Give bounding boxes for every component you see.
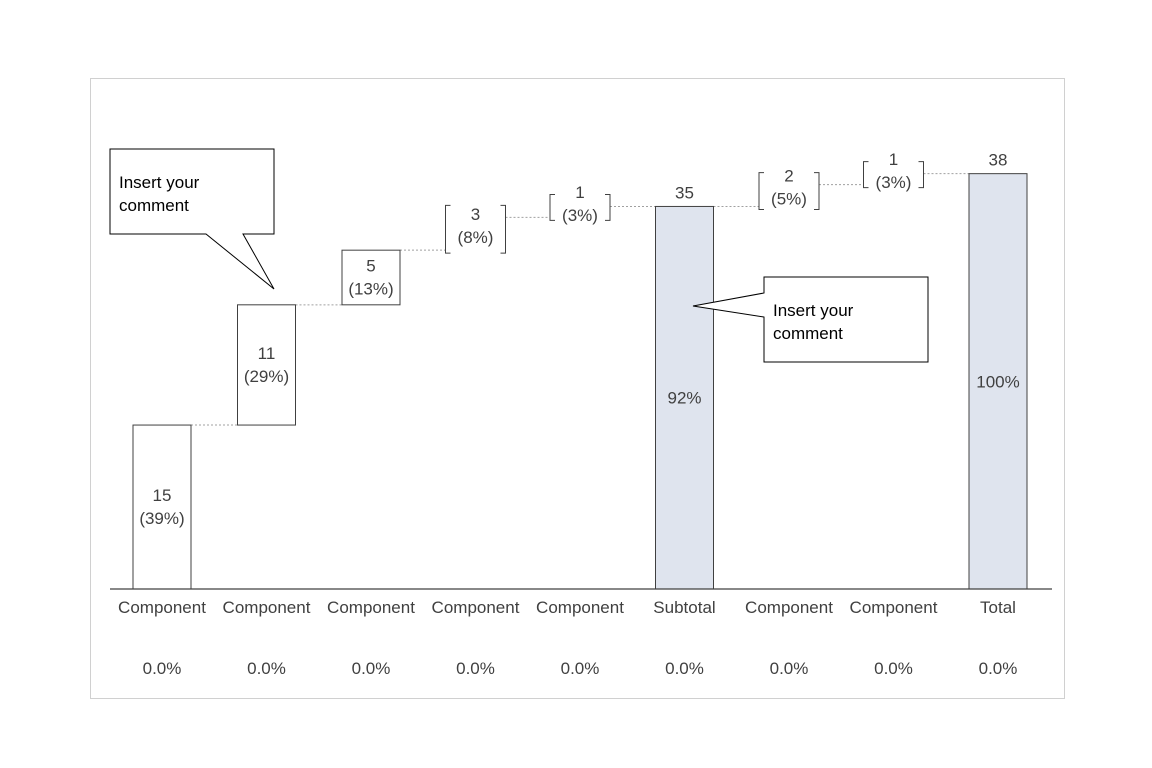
- category-label-4: Component: [536, 598, 624, 617]
- share-label-5: 92%: [667, 388, 702, 408]
- value-label-7: 1: [888, 150, 899, 170]
- value-label-5: 35: [675, 183, 694, 203]
- category-label-7: Component: [849, 598, 938, 617]
- callouts-group: [110, 149, 928, 362]
- growth-label-5: 0.0%: [665, 659, 704, 678]
- share-label-8: 100%: [976, 372, 1020, 392]
- bracket-left-4: [550, 194, 555, 220]
- share-label-4: (3%): [562, 205, 598, 225]
- share-label-7: (3%): [875, 173, 912, 193]
- category-label-5: Subtotal: [653, 598, 716, 617]
- value-label-0: 15: [152, 486, 172, 506]
- callout-text-1-0: Insert your: [773, 301, 854, 320]
- category-label-6: Component: [745, 598, 833, 617]
- category-label-0: Component: [118, 598, 206, 617]
- bracket-right-3: [501, 205, 506, 253]
- bracket-left-6: [759, 173, 764, 210]
- category-label-1: Component: [222, 598, 311, 617]
- growth-label-4: 0.0%: [560, 659, 600, 678]
- share-label-2: (13%): [348, 279, 394, 299]
- growth-label-6: 0.0%: [769, 659, 809, 678]
- growth-label-2: 0.0%: [351, 659, 391, 678]
- growth-label-3: 0.0%: [456, 659, 495, 678]
- bracket-right-4: [605, 194, 610, 220]
- value-label-4: 1: [575, 182, 585, 202]
- callout-text-1-1: comment: [773, 324, 843, 343]
- category-label-8: Total: [980, 598, 1016, 617]
- bracket-right-7: [919, 162, 924, 188]
- callout-text-0-1: comment: [119, 196, 189, 215]
- bar-0: [133, 425, 191, 589]
- growth-label-7: 0.0%: [874, 659, 913, 678]
- share-label-0: (39%): [139, 509, 185, 529]
- growth-label-0: 0.0%: [142, 659, 182, 678]
- value-label-6: 2: [784, 166, 794, 186]
- growth-label-8: 0.0%: [978, 659, 1018, 678]
- share-label-1: (29%): [243, 366, 290, 386]
- callout-text-0-0: Insert your: [119, 173, 200, 192]
- category-label-2: Component: [327, 598, 415, 617]
- bracket-right-6: [814, 173, 819, 210]
- growth-labels-group: [143, 659, 1018, 678]
- growth-label-1: 0.0%: [247, 659, 286, 678]
- value-label-8: 38: [988, 150, 1008, 170]
- share-label-6: (5%): [771, 189, 807, 209]
- value-label-2: 5: [366, 256, 376, 276]
- bracket-left-7: [864, 162, 869, 188]
- category-label-3: Component: [431, 598, 520, 617]
- bar-1: [238, 305, 296, 425]
- bracket-left-3: [446, 205, 451, 253]
- share-label-3: (8%): [457, 227, 494, 247]
- callout-box-0: [110, 149, 274, 289]
- value-label-1: 11: [257, 343, 276, 363]
- category-labels-group: [118, 598, 1016, 617]
- value-label-3: 3: [470, 204, 481, 224]
